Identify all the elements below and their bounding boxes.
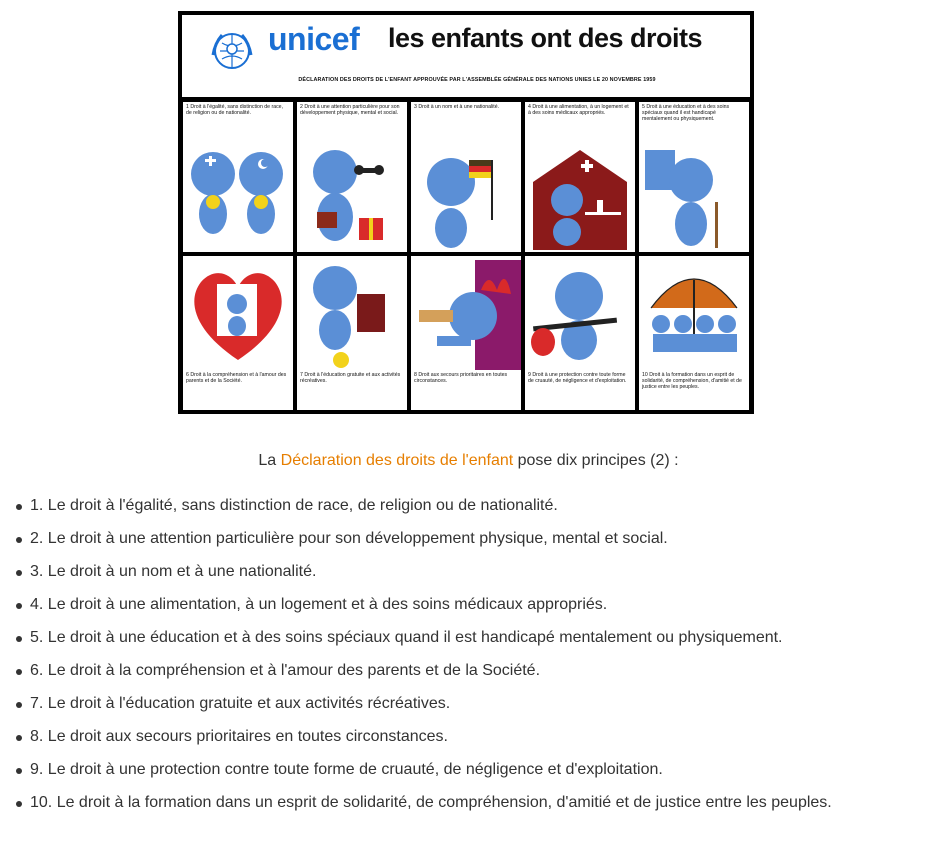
rights-grid	[183, 102, 749, 410]
poster-cell-7	[297, 256, 407, 410]
poster-cell-label: 3 Droit à un nom et à une nationalité.	[414, 104, 500, 110]
poster-cell-label: 5 Droit à une éducation et à des soins spéciaux quand il est handicapé mentalement ou physiquement.	[642, 104, 730, 122]
poster-cell-label: 8 Droit aux secours prioritaires en toutes circonstances.	[414, 372, 508, 384]
protection-figure-icon	[525, 260, 635, 370]
list-item: 8. Le droit aux secours prioritaires en toutes circonstances.	[14, 725, 934, 749]
list-item: 7. Le droit à l'éducation gratuite et aux activités récréatives.	[14, 692, 934, 716]
poster-cell-4	[525, 102, 635, 252]
unicef-emblem-icon	[208, 27, 256, 75]
poster-brand: unicef	[268, 21, 360, 57]
list-item: 3. Le droit à un nom et à une nationalité.	[14, 560, 934, 584]
equality-figures-icon	[183, 142, 293, 252]
development-figure-icon	[297, 142, 407, 252]
poster-cell-label: 10 Droit à la formation dans un esprit de solidarité, de compréhension, d'amitié et de justice entre les peuples.	[642, 372, 742, 390]
poster-cell-label: 6 Droit à la compréhension et à l'amour des parents et de la Société.	[186, 372, 287, 384]
poster-cell-label: 9 Droit à une protection contre toute forme de cruauté, de négligence et d'exploitation.	[528, 372, 627, 384]
caption-prefix: La	[258, 452, 281, 469]
poster-cell-5	[639, 102, 749, 252]
declaration-link[interactable]: Déclaration des droits de l'enfant	[280, 452, 514, 469]
poster-cell-8	[411, 256, 521, 410]
poster-cell-2	[297, 102, 407, 252]
poster-cell-label: 7 Droit à l'éducation gratuite et aux activités récréatives.	[300, 372, 401, 384]
poster-cell-label: 1 Droit à l'égalité, sans distinction de race, de religion ou de nationalité.	[186, 104, 284, 116]
unicef-poster	[178, 11, 754, 414]
book-figure-icon	[297, 260, 407, 370]
poster-subtitle: DÉCLARATION DES DROITS DE L'ENFANT APPROUVÉE PAR L'ASSEMBLÉE GÉNÉRALE DES NATIONS UNIES LE 20 NOVEMBRE 1959	[298, 77, 656, 83]
rescue-figure-icon	[411, 260, 521, 370]
heart-door-icon	[183, 260, 293, 370]
poster-cell-label: 2 Droit à une attention particulière pour son développement physique, mental et social.	[300, 104, 400, 116]
poster-cell-3	[411, 102, 521, 252]
poster-cell-6	[183, 256, 293, 410]
house-figure-icon	[525, 142, 635, 252]
poster-cell-1	[183, 102, 293, 252]
flag-figure-icon	[411, 142, 521, 252]
poster-cell-10	[639, 256, 749, 410]
poster-cell-9	[525, 256, 635, 410]
list-item: 2. Le droit à une attention particulière pour son développement physique, mental et social.	[14, 527, 934, 551]
list-item: 10. Le droit à la formation dans un esprit de solidarité, de compréhension, d'amitié et de justice entre les peuples.	[14, 791, 934, 815]
poster-header	[182, 15, 750, 97]
list-item: 6. Le droit à la compréhension et à l'amour des parents et de la Société.	[14, 659, 934, 683]
poster-title: les enfants ont des droits	[388, 23, 703, 53]
list-item: 4. Le droit à une alimentation, à un logement et à des soins médicaux appropriés.	[14, 593, 934, 617]
list-item: 1. Le droit à l'égalité, sans distinction de race, de religion ou de nationalité.	[14, 494, 934, 518]
education-figure-icon	[639, 142, 749, 252]
poster-cell-label: 4 Droit à une alimentation, à un logement et à des soins médicaux appropriés.	[528, 104, 629, 116]
list-item: 5. Le droit à une éducation et à des soins spéciaux quand il est handicapé mentalement ou physiquement.	[14, 626, 934, 650]
umbrella-group-icon	[639, 260, 749, 370]
caption	[0, 452, 937, 470]
rights-list	[14, 494, 934, 824]
caption-suffix: pose dix principes (2) :	[513, 452, 679, 469]
list-item: 9. Le droit à une protection contre toute forme de cruauté, de négligence et d'exploitation.	[14, 758, 934, 782]
